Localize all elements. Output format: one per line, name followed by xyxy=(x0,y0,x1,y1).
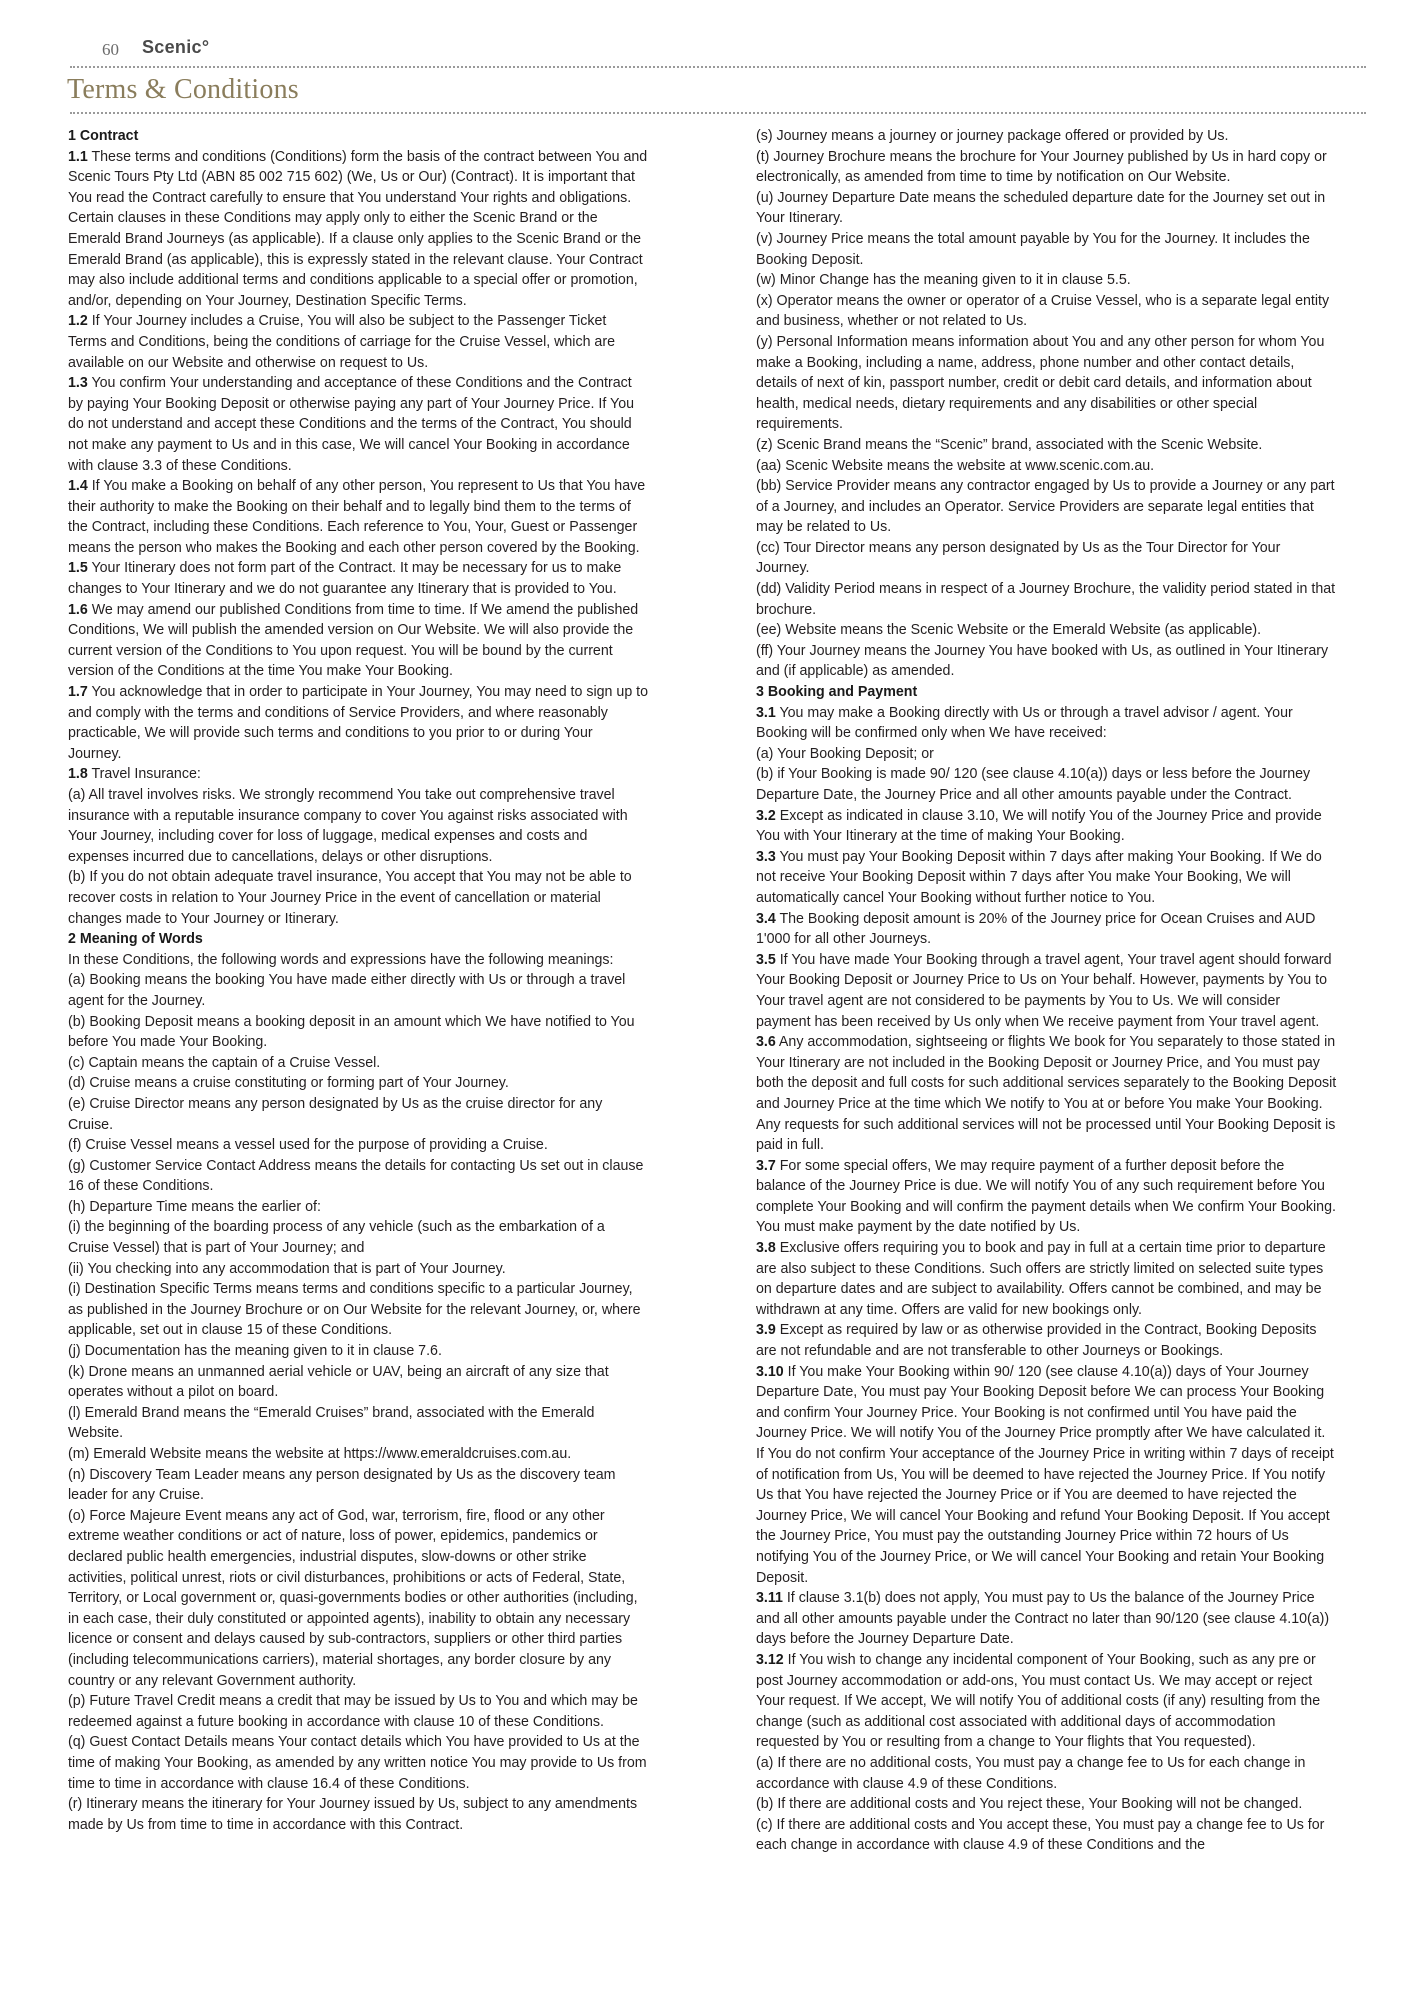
clause-text: (f) Cruise Vessel means a vessel used for the purpose of providing a Cruise. xyxy=(68,1137,548,1154)
clause-number: 1.7 xyxy=(68,684,88,701)
clause-text: Travel Insurance: xyxy=(87,766,201,783)
clause-paragraph xyxy=(756,909,1337,950)
clause-text: (x) Operator means the owner or operator of a Cruise Vessel, who is a separate legal entity and business, whether or not related to Us. xyxy=(756,292,1330,330)
clause-paragraph xyxy=(68,1506,649,1691)
clause-paragraph xyxy=(68,1691,649,1732)
clause-number: 1.3 xyxy=(68,375,88,392)
clause-paragraph xyxy=(68,1465,649,1506)
clause-paragraph xyxy=(756,744,1337,765)
clause-paragraph xyxy=(68,1444,649,1465)
clause-text: (t) Journey Brochure means the brochure for Your Journey published by Us in hard copy or electronically, as amended from time to time by notification on Our Website. xyxy=(756,148,1327,186)
clause-number: 3.8 xyxy=(756,1240,776,1257)
clause-text: (h) Departure Time means the earlier of: xyxy=(68,1198,321,1215)
right-column xyxy=(756,126,1337,1856)
clause-text: (q) Guest Contact Details means Your contact details which You have provided to Us at the time of making Your Booking, as amended by any written notice You may provide to Us from time to time in accordance with clause 16.4 of these Conditions. xyxy=(68,1734,647,1792)
clause-number: 3.7 xyxy=(756,1157,776,1174)
clause-text: (j) Documentation has the meaning given to it in clause 7.6. xyxy=(68,1343,442,1360)
clause-paragraph xyxy=(68,1094,649,1135)
clause-paragraph xyxy=(68,1156,649,1197)
clause-text: Except as required by law or as otherwise provided in the Contract, Booking Deposits are not refundable and are not transferable to other Journeys or Bookings. xyxy=(756,1322,1317,1360)
clause-paragraph xyxy=(756,1650,1337,1753)
clause-text: If You wish to change any incidental component of Your Booking, such as any pre or post Journey accommodation or add-ons, You must contact Us. We may accept or reject Your request. If We accept, We will notify You of additional costs (if any) resulting from the change (such as additional cost associated with additional days of accommodation requested by You or resulting from a change to Your flights that You requested). xyxy=(756,1651,1321,1751)
clause-text: (b) If there are additional costs and You reject these, Your Booking will not be changed. xyxy=(756,1796,1303,1813)
clause-text: (ee) Website means the Scenic Website or the Emerald Website (as applicable). xyxy=(756,622,1262,639)
clause-text: (b) if Your Booking is made 90/ 120 (see clause 4.10(a)) days or less before the Journey Departure Date, the Journey Price and all other amounts payable under the Contract. xyxy=(756,766,1311,803)
clause-paragraph xyxy=(68,867,649,929)
clause-number: 3.9 xyxy=(756,1322,776,1339)
clause-paragraph xyxy=(756,476,1337,538)
clause-number: 3.2 xyxy=(756,807,776,824)
clause-text: (a) If there are no additional costs, You must pay a change fee to Us for each change in accordance with clause 4.9 of these Conditions. xyxy=(756,1754,1306,1792)
clause-text: If You make Your Booking within 90/ 120 (see clause 4.10(a)) days of Your Journey Departure Date, You must pay Your Booking Deposit before We can process Your Booking and confirm Your Journey Price. Your Booking is not confirmed until You have paid the Journey Price. We will notify You of the Journey Price promptly after We have calculated it. If You do not confirm Your acceptance of the Journey Price in writing within 7 days of receipt of notification from Us, You will be deemed to have rejected the Journey Price. If You notify Us that You have rejected the Journey Price or if You are deemed to have rejected the Journey Price, We will cancel Your Booking and refund Your Booking Deposit. If You accept the Journey Price, You must pay the outstanding Journey Price within 72 hours of Us notifying You of the Journey Price, or We will cancel Your Booking and retain Your Booking Deposit. xyxy=(756,1363,1334,1586)
clause-paragraph xyxy=(756,456,1337,477)
clause-paragraph xyxy=(68,1073,649,1094)
clause-paragraph xyxy=(68,1012,649,1053)
clause-paragraph xyxy=(68,558,649,599)
clause-text: (p) Future Travel Credit means a credit that may be issued by Us to You and which may be redeemed against a future booking in accordance with clause 10 of these Conditions. xyxy=(68,1693,638,1730)
clause-text: (c) Captain means the captain of a Cruise Vessel. xyxy=(68,1054,381,1071)
clause-text: (n) Discovery Team Leader means any person designated by Us as the discovery team leader for any Cruise. xyxy=(68,1466,616,1504)
clause-text: (ii) You checking into any accommodation that is part of Your Journey. xyxy=(68,1260,506,1277)
section-heading: 1 Contract xyxy=(68,128,139,144)
clause-paragraph xyxy=(756,1156,1337,1238)
clause-text: You may make a Booking directly with Us or through a travel advisor / agent. Your Booking will be confirmed only when We have received: xyxy=(756,704,1293,742)
clause-text: (k) Drone means an unmanned aerial vehicle or UAV, being an aircraft of any size that operates without a pilot on board. xyxy=(68,1363,609,1401)
clause-paragraph xyxy=(68,1217,649,1258)
clause-text: For some special offers, We may require payment of a further deposit before the balance of the Journey Price is due. We will notify You of any such requirement before You complete Your Booking and will confirm the payment details when We confirm Your Booking. You must make payment by the date notified by Us. xyxy=(756,1157,1336,1236)
clause-text: (r) Itinerary means the itinerary for Your Journey issued by Us, subject to any amendments made by Us from time to time in accordance with this Contract. xyxy=(68,1796,638,1833)
clause-paragraph xyxy=(68,1341,649,1362)
clause-paragraph xyxy=(756,1815,1337,1856)
clause-number: 3.3 xyxy=(756,848,776,865)
clause-text: These terms and conditions (Conditions) form the basis of the contract between You and Scenic Tours Pty Ltd (ABN 85 002 715 602) (We, Us or Our) (Contract). It is important that You read the Contract carefully to ensure that You understand Your rights and obligations. Certain clauses in these Conditions may apply only to either the Scenic Brand or the Emerald Brand Journeys (as applicable). If a clause only applies to the Scenic Brand or the Emerald Brand (as applicable), this is expressly stated in the relevant clause. Your Contract may also include additional terms and conditions applicable to a special offer or promotion, and/or, depending on Your Journey, Destination Specific Terms. xyxy=(68,148,648,309)
clause-paragraph xyxy=(756,1794,1337,1815)
clause-number: 1.6 xyxy=(68,601,88,618)
clause-number: 3.1 xyxy=(756,704,776,721)
clause-paragraph xyxy=(68,1135,649,1156)
clause-text: (cc) Tour Director means any person designated by Us as the Tour Director for Your Journey. xyxy=(756,539,1281,577)
clause-text: (dd) Validity Period means in respect of a Journey Brochure, the validity period stated in that brochure. xyxy=(756,581,1336,618)
clause-paragraph xyxy=(68,1259,649,1280)
clause-paragraph xyxy=(68,600,649,682)
header-divider xyxy=(70,66,1366,68)
page-number: 60 xyxy=(102,40,119,59)
clause-paragraph xyxy=(756,188,1337,229)
clause-paragraph xyxy=(756,1032,1337,1156)
clause-text: (o) Force Majeure Event means any act of God, war, terrorism, fire, flood or any other extreme weather conditions or act of nature, loss of power, epidemics, pandemics or declared public health emergencies, industrial disputes, slow-downs or other strike activities, political unrest, riots or civil disturbances, prohibitions or acts of Federal, State, Territory, or Local government or, quasi-governments bodies or other authorities (including, in each case, their duly constituted or appointed agents), inability to obtain any necessary licence or consent and delays caused by sub-contractors, suppliers or other third parties (including telecommunications carriers), material shortages, any border closure by any country or any relevant Government authority. xyxy=(68,1507,638,1689)
clause-paragraph xyxy=(756,806,1337,847)
clause-text: You must pay Your Booking Deposit within 7 days after making Your Booking. If We do not receive Your Booking Deposit within 7 days after You make Your Booking, We will automatically cancel Your Booking without further notice to You. xyxy=(756,848,1322,906)
clause-text: We may amend our published Conditions from time to time. If We amend the published Conditions, We will publish the amended version on Our Website. We will also provide the current version of the Conditions to You upon request. You will be bound by the current version of the Conditions at the time You make Your Booking. xyxy=(68,601,639,680)
clause-text: (v) Journey Price means the total amount payable by You for the Journey. It includes the Booking Deposit. xyxy=(756,230,1310,268)
clause-text: (b) Booking Deposit means a booking deposit in an amount which We have notified to You before You made Your Booking. xyxy=(68,1013,635,1051)
clause-text: You confirm Your understanding and acceptance of these Conditions and the Contract by paying Your Booking Deposit or otherwise paying any part of Your Journey Price. If You do not understand and accept these Conditions and the terms of the Contract, You should not make any payment to Us and in this case, We will cancel Your Booking in accordance with clause 3.3 of these Conditions. xyxy=(68,375,635,474)
clause-text: If You make a Booking on behalf of any other person, You represent to Us that You have their authority to make the Booking on their behalf and to legally bind them to the terms of the Contract, including these Conditions. Each reference to You, Your, Guest or Passenger means the person who makes the Booking and each other person covered by the Booking. xyxy=(68,478,646,556)
clause-paragraph xyxy=(68,1053,649,1074)
clause-text: (aa) Scenic Website means the website at www.scenic.com.au. xyxy=(756,457,1155,474)
clause-paragraph xyxy=(68,764,649,785)
clause-number: 1.4 xyxy=(68,478,88,495)
clause-paragraph xyxy=(756,703,1337,744)
clause-number: 3.5 xyxy=(756,951,776,968)
clause-text: Exclusive offers requiring you to book and pay in full at a certain time prior to departure are also subject to these Conditions. Such offers are strictly limited on selected suite types on departure dates and are subject to availability. Offers cannot be combined, and may be withdrawn at any time. Offers are valid for new bookings only. xyxy=(756,1240,1326,1318)
clause-paragraph xyxy=(756,229,1337,270)
section-heading: 2 Meaning of Words xyxy=(68,931,203,948)
clause-paragraph xyxy=(68,147,649,312)
page-title: Terms & Conditions xyxy=(67,74,299,105)
clause-paragraph xyxy=(756,126,1337,147)
clause-paragraph xyxy=(756,641,1337,682)
brand-logo: Scenic° xyxy=(142,37,210,57)
clause-text: (e) Cruise Director means any person designated by Us as the cruise director for any Cruise. xyxy=(68,1095,603,1133)
clause-text: (bb) Service Provider means any contractor engaged by Us to provide a Journey or any part of a Journey, and includes an Operator. Service Providers are separate legal entities that may be related to Us. xyxy=(756,478,1335,536)
clause-paragraph xyxy=(756,1588,1337,1650)
clause-paragraph xyxy=(756,270,1337,291)
clause-paragraph xyxy=(68,950,649,971)
left-column xyxy=(68,126,649,1835)
clause-paragraph xyxy=(756,764,1337,805)
clause-paragraph xyxy=(756,1320,1337,1361)
clause-paragraph xyxy=(68,1732,649,1794)
clause-paragraph xyxy=(756,147,1337,188)
clause-number: 3.11 xyxy=(756,1590,783,1607)
clause-number: 3.12 xyxy=(756,1651,784,1668)
clause-paragraph xyxy=(68,476,649,558)
clause-text: (a) Booking means the booking You have made either directly with Us or through a travel agent for the Journey. xyxy=(68,972,626,1009)
clause-number: 3.6 xyxy=(756,1034,776,1051)
clause-number: 3.10 xyxy=(756,1363,784,1380)
clause-text: (i) Destination Specific Terms means terms and conditions specific to a particular Journey, as published in the Journey Brochure or on Our Website for the relevant Journey, or, where applicable, set out in clause 15 of these Conditions. xyxy=(68,1281,641,1339)
clause-paragraph xyxy=(68,1279,649,1341)
clause-text: (z) Scenic Brand means the “Scenic” brand, associated with the Scenic Website. xyxy=(756,436,1263,453)
clause-paragraph xyxy=(756,291,1337,332)
clause-text: If clause 3.1(b) does not apply, You must pay to Us the balance of the Journey Price and all other amounts payable under the Contract no later than 90/120 (see clause 4.10(a)) days before the Journey Departure Date. xyxy=(756,1590,1330,1648)
clause-paragraph xyxy=(756,332,1337,435)
clause-text: (s) Journey means a journey or journey package offered or provided by Us. xyxy=(756,128,1229,144)
clause-paragraph xyxy=(756,435,1337,456)
clause-paragraph xyxy=(68,785,649,867)
clause-paragraph xyxy=(756,847,1337,909)
clause-paragraph xyxy=(68,1197,649,1218)
clause-text: (b) If you do not obtain adequate travel insurance, You accept that You may not be able to recover costs in relation to Your Journey Price in the event of cancellation or material changes made to Your Journey or Itinerary. xyxy=(68,869,632,927)
clause-text: You acknowledge that in order to participate in Your Journey, You may need to sign up to and comply with the terms and conditions of Service Providers, and where reasonably practicable, We will provide such terms and conditions to you prior to or during Your Journey. xyxy=(68,684,649,762)
clause-text: In these Conditions, the following words and expressions have the following meanings: xyxy=(68,951,614,968)
clause-paragraph xyxy=(756,1753,1337,1794)
clause-text: (y) Personal Information means information about You and any other person for whom You make a Booking, including a name, address, phone number and other contact details, details of next of kin, passport number, credit or debit card details, and information about health, medical needs, dietary requirements and any disabilities or other special requirements. xyxy=(756,333,1325,433)
title-divider xyxy=(70,112,1366,114)
clause-number: 3.4 xyxy=(756,910,776,927)
clause-paragraph xyxy=(68,970,649,1011)
clause-text: (u) Journey Departure Date means the scheduled departure date for the Journey set out in Your Itinerary. xyxy=(756,189,1326,227)
page-header xyxy=(70,36,1366,66)
clause-paragraph xyxy=(756,579,1337,620)
clause-paragraph xyxy=(68,1403,649,1444)
clause-paragraph xyxy=(68,1362,649,1403)
clause-paragraph xyxy=(68,311,649,373)
clause-number: 1.2 xyxy=(68,313,88,330)
clause-paragraph xyxy=(756,950,1337,1032)
clause-number: 1.8 xyxy=(68,766,88,783)
clause-text: (a) Your Booking Deposit; or xyxy=(756,745,934,762)
clause-paragraph xyxy=(68,682,649,764)
clause-paragraph xyxy=(756,538,1337,579)
clause-text: (m) Emerald Website means the website at https://www.emeraldcruises.com.au. xyxy=(68,1446,572,1462)
clause-text: (g) Customer Service Contact Address means the details for contacting Us set out in clause 16 of these Conditions. xyxy=(68,1157,644,1195)
clause-paragraph xyxy=(756,1238,1337,1320)
clause-text: (i) the beginning of the boarding process of any vehicle (such as the embarkation of a Cruise Vessel) that is part of Your Journey; and xyxy=(68,1219,605,1257)
clause-text: Any accommodation, sightseeing or flights We book for You separately to those stated in Your Itinerary are not included in the Booking Deposit or Journey Price, and You must pay both the deposit and full costs for such additional services separately to the Booking Deposit and Journey Price at the time which We notify to You at or before You make Your Booking. Any requests for such additional services will not be processed until Your Booking Deposit is paid in full. xyxy=(756,1034,1337,1154)
clause-text: Your Itinerary does not form part of the Contract. It may be necessary for us to make changes to Your Itinerary and we do not guarantee any Itinerary that is provided to You. xyxy=(68,560,622,598)
clause-paragraph xyxy=(68,373,649,476)
clause-paragraph xyxy=(68,1794,649,1835)
clause-number: 1.1 xyxy=(68,148,88,165)
clause-number: 1.5 xyxy=(68,560,88,577)
clause-text: (a) All travel involves risks. We strongly recommend You take out comprehensive travel insurance with a reputable insurance company to cover You against risks associated with Your Journey, including cover for loss of luggage, medical expenses and costs and expenses incurred due to cancellations, delays or other disruptions. xyxy=(68,787,628,865)
clause-text: (c) If there are additional costs and You accept these, You must pay a change fee to Us for each change in accordance with clause 4.9 of these Conditions and the xyxy=(756,1816,1325,1854)
clause-text: (d) Cruise means a cruise constituting or forming part of Your Journey. xyxy=(68,1075,509,1092)
clause-text: If You have made Your Booking through a travel agent, Your travel agent should forward Your Booking Deposit or Journey Price to Us on Your behalf. However, payments by You to Your travel agent are not considered to be payments by You to Us. We will consider payment has been received by Us only when We receive payment from Your travel agent. xyxy=(756,951,1332,1030)
section-heading: 3 Booking and Payment xyxy=(756,684,918,701)
clause-text: (ff) Your Journey means the Journey You have booked with Us, as outlined in Your Itinerary and (if applicable) as amended. xyxy=(756,642,1329,680)
clause-paragraph xyxy=(756,620,1337,641)
clause-text: The Booking deposit amount is 20% of the Journey price for Ocean Cruises and AUD 1'000 for all other Journeys. xyxy=(756,910,1316,948)
clause-text: (l) Emerald Brand means the “Emerald Cruises” brand, associated with the Emerald Website. xyxy=(68,1404,595,1442)
clause-paragraph xyxy=(756,1362,1337,1589)
clause-text: Except as indicated in clause 3.10, We will notify You of the Journey Price and provide You with Your Itinerary at the time of making Your Booking. xyxy=(756,807,1322,845)
clause-text: (w) Minor Change has the meaning given to it in clause 5.5. xyxy=(756,272,1131,289)
clause-text: If Your Journey includes a Cruise, You will also be subject to the Passenger Ticket Terms and Conditions, being the conditions of carriage for the Cruise Vessel, which are available on our Website and otherwise on request to Us. xyxy=(68,313,615,371)
